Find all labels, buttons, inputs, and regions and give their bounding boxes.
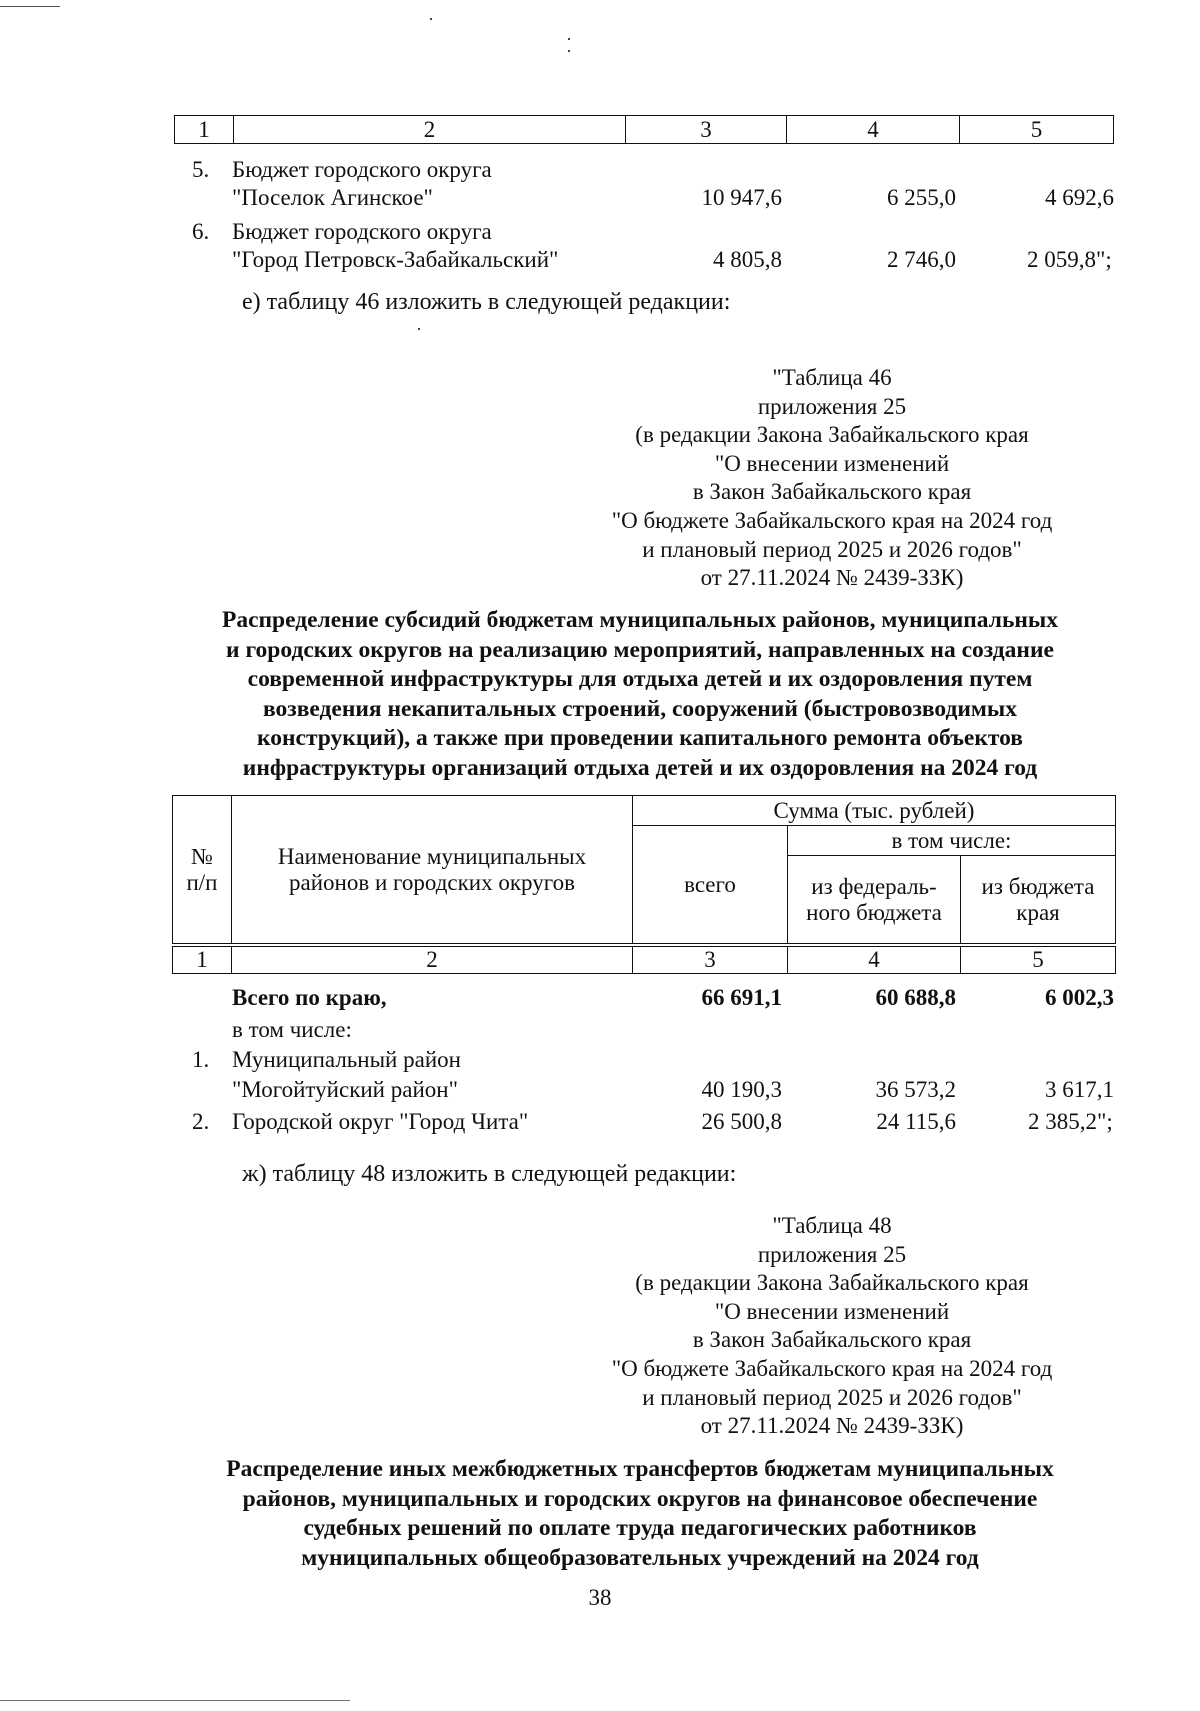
title-line: муниципальных общеобразовательных учреждений на 2024 год: [301, 1544, 979, 1571]
header-regional-line: края: [1016, 899, 1060, 925]
title-line: конструкций), а также при проведении капитального ремонта объектов: [257, 725, 1023, 751]
value-regional: 2 059,8";: [1027, 247, 1112, 272]
ref-line: и плановый период 2025 и 2026 годов": [642, 536, 1022, 562]
ref-line: в Закон Забайкальского края: [692, 1327, 972, 1353]
row-number: 2.: [192, 1109, 210, 1134]
column-number: 1: [173, 947, 232, 974]
column-number: 2: [232, 947, 633, 974]
table46-column-numbers: [172, 946, 1116, 974]
value-total: 4 805,8: [713, 247, 782, 272]
instruction-e: е) таблицу 46 изложить в следующей редакции:: [242, 289, 731, 315]
value-federal: 60 688,8: [875, 985, 956, 1010]
value-regional: 3 617,1: [1045, 1077, 1114, 1102]
title-line: и городских округов на реализацию мероприятий, направленных на создание: [226, 636, 1054, 663]
ref-line: (в редакции Закона Забайкальского края: [635, 1270, 1029, 1296]
column-number: 2: [234, 116, 626, 144]
instruction-zh: ж) таблицу 48 изложить в следующей редакции:: [242, 1161, 737, 1187]
table48-reference: [572, 1212, 1092, 1441]
header-total: всего: [633, 826, 788, 944]
header-name: [232, 796, 633, 944]
value-federal: 36 573,2: [875, 1077, 956, 1102]
ref-line: "Таблица 46: [772, 365, 892, 390]
row-name: Бюджет городского округа: [232, 219, 492, 244]
ref-line: в Закон Забайкальского края: [692, 479, 972, 505]
scan-edge-line: [0, 1700, 350, 1701]
value-regional: 2 385,2";: [1028, 1109, 1113, 1134]
header-regional: [961, 856, 1116, 944]
row-number: 1.: [192, 1047, 210, 1072]
value-federal: 2 746,0: [887, 247, 956, 272]
ref-line: "О бюджете Забайкальского края на 2024 год: [611, 1355, 1053, 1381]
header-including: в том числе:: [788, 826, 1116, 856]
column-number: 4: [788, 947, 961, 974]
title-line: Распределение иных межбюджетных трансфертов бюджетам муниципальных: [226, 1456, 1054, 1482]
row-name: Муниципальный район: [232, 1047, 461, 1072]
header-regional-line: из бюджета: [981, 873, 1095, 899]
ref-line: от 27.11.2024 № 2439-ЗЗК): [700, 565, 964, 591]
page-number: 38: [588, 1585, 612, 1610]
value-total: 26 500,8: [701, 1109, 782, 1134]
header-no-line: п/п: [186, 869, 218, 895]
ref-line: "О внесении изменений: [714, 1298, 950, 1324]
row-name: Городской округ "Город Чита": [232, 1109, 529, 1134]
scan-speck: [568, 38, 570, 40]
row-number: 6.: [192, 219, 210, 244]
title-line: возведения некапитальных строений, сооружений (быстровозводимых: [262, 695, 1018, 722]
column-number: 3: [626, 116, 787, 144]
column-number: 3: [633, 947, 788, 974]
ref-line: "Таблица 48: [772, 1213, 892, 1238]
row-name: "Поселок Агинское": [232, 185, 433, 210]
total-label: Всего по краю,: [232, 985, 387, 1010]
ref-line: (в редакции Закона Забайкальского края: [635, 422, 1029, 448]
value-regional: 4 692,6: [1045, 185, 1114, 210]
table48-title: [150, 1455, 1130, 1573]
value-regional: 6 002,3: [1045, 985, 1114, 1010]
column-number: 1: [175, 116, 234, 144]
header-name-line: районов и городских округов: [289, 869, 575, 895]
row-name: "Могойтуйский район": [232, 1077, 458, 1102]
scan-speck: [418, 328, 420, 330]
header-name-line: Наименование муниципальных: [277, 843, 587, 869]
ref-line: "О бюджете Забайкальского края на 2024 год: [611, 507, 1053, 533]
table46-reference: [572, 364, 1092, 593]
title-line: Распределение субсидий бюджетам муниципальных районов, муниципальных: [221, 607, 1059, 633]
scan-speck: [430, 18, 432, 20]
value-federal: 24 115,6: [876, 1109, 956, 1134]
column-number: 5: [960, 116, 1114, 144]
title-line: современной инфраструктуры для отдыха детей и их оздоровления путем: [247, 666, 1033, 692]
header-federal-line: ного бюджета: [806, 899, 942, 925]
row-name: Бюджет городского округа: [232, 157, 492, 182]
ref-line: приложения 25: [757, 1241, 907, 1267]
row-name: "Город Петровск-Забайкальский": [232, 247, 559, 272]
title-line: районов, муниципальных и городских округов на финансовое обеспечение: [242, 1485, 1038, 1512]
header-no: [173, 796, 232, 944]
value-total: 66 691,1: [701, 985, 782, 1010]
value-total: 40 190,3: [701, 1077, 782, 1102]
scan-edge-line: [0, 6, 60, 7]
column-number: 4: [787, 116, 960, 144]
ref-line: "О внесении изменений: [714, 450, 950, 476]
header-no-line: №: [191, 843, 213, 869]
top-table-header: [174, 115, 1114, 144]
including-label: в том числе:: [232, 1017, 352, 1042]
ref-line: и плановый период 2025 и 2026 годов": [642, 1384, 1022, 1410]
value-federal: 6 255,0: [887, 185, 956, 210]
row-number: 5.: [192, 157, 210, 182]
ref-line: от 27.11.2024 № 2439-ЗЗК): [700, 1413, 964, 1439]
ref-line: приложения 25: [757, 393, 907, 419]
scan-speck: [568, 50, 570, 52]
header-federal-line: из федераль-: [811, 873, 937, 899]
title-line: судебных решений по оплате труда педагогических работников: [303, 1515, 977, 1541]
table46-header: [172, 795, 1116, 944]
title-line: инфраструктуры организаций отдыха детей и их оздоровления на 2024 год: [242, 754, 1038, 781]
table46-title: [150, 606, 1130, 783]
column-number: 5: [961, 947, 1116, 974]
header-federal: [788, 856, 961, 944]
header-sum: Сумма (тыс. рублей): [633, 796, 1116, 826]
value-total: 10 947,6: [701, 185, 782, 210]
